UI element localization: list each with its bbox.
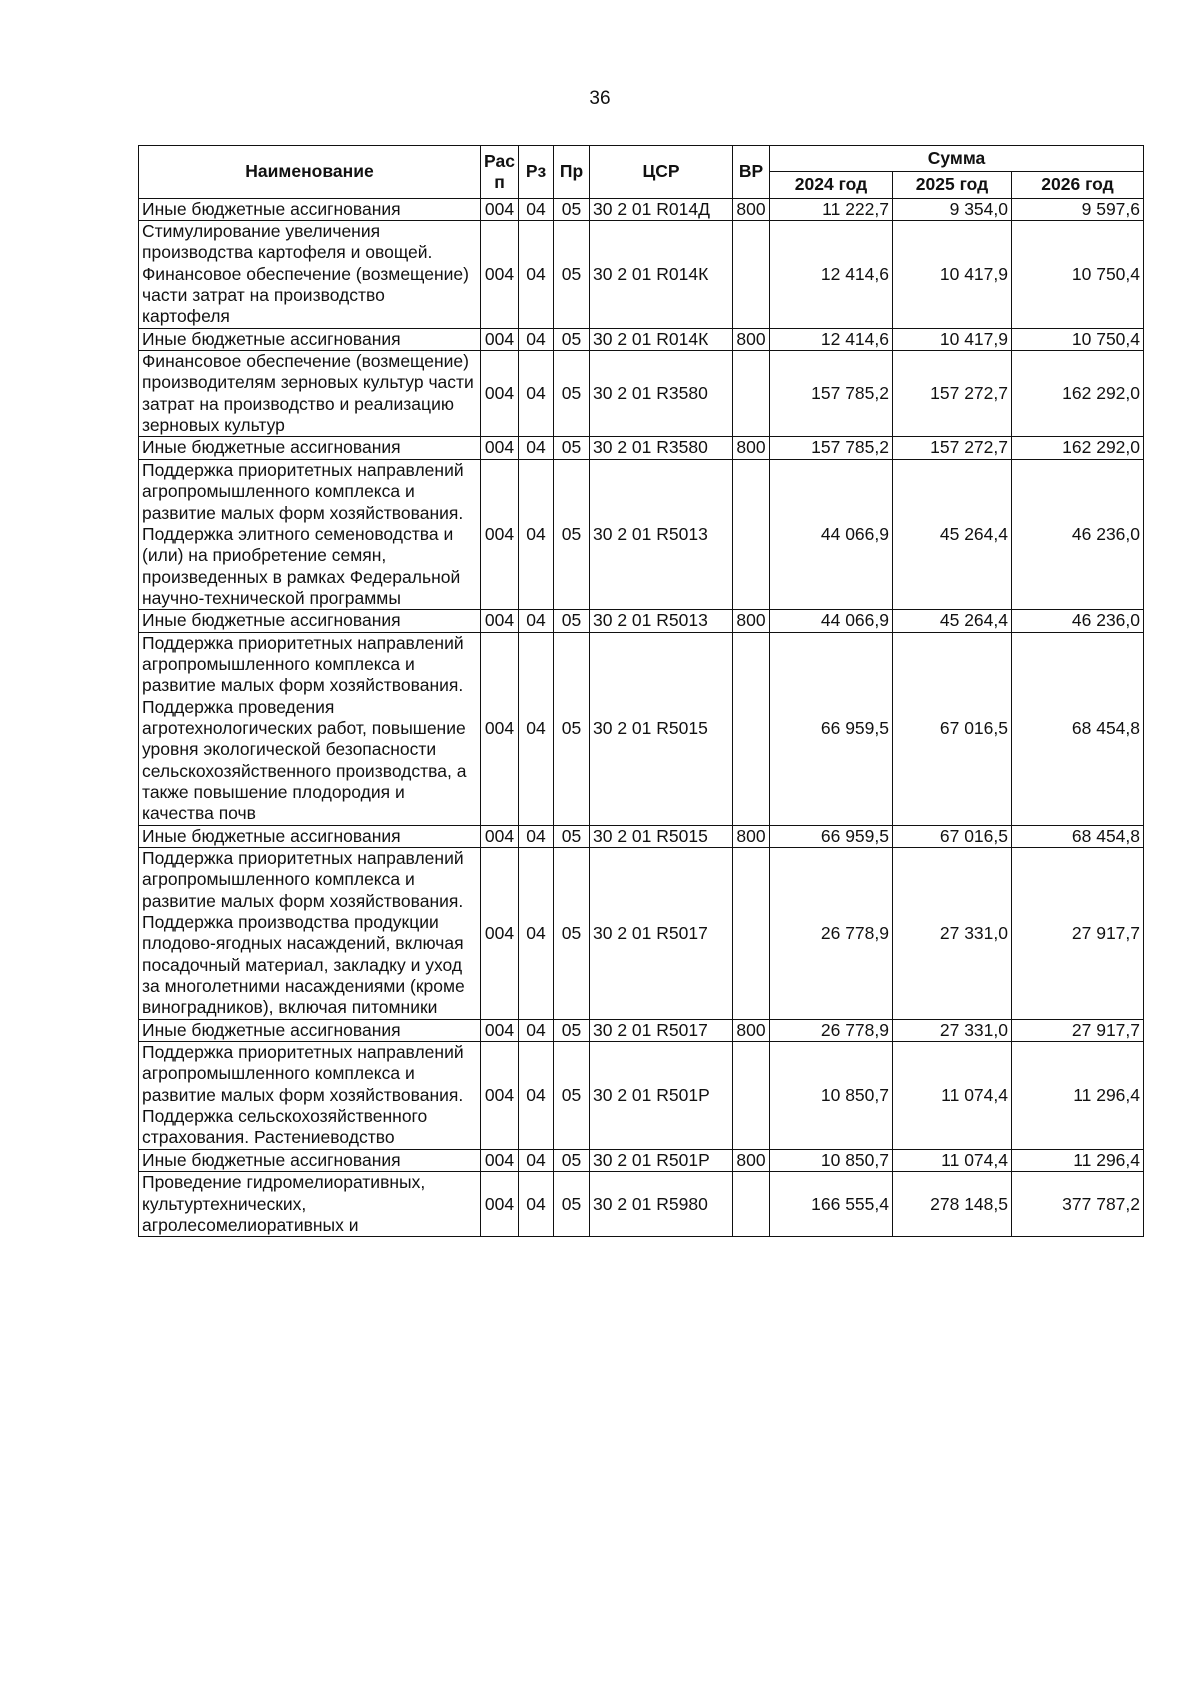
row-rasp: 004 — [481, 221, 519, 329]
row-amount-2026: 11 296,4 — [1012, 1149, 1144, 1171]
row-name: Финансовое обеспечение (возмещение) производителям зерновых культур части затрат на производство и реализацию зерновых культур — [139, 351, 481, 437]
row-name: Иные бюджетные ассигнования — [139, 1019, 481, 1041]
table-row — [139, 351, 1144, 437]
row-rz: 04 — [519, 1172, 554, 1237]
header-year-2026: 2026 год — [1012, 172, 1144, 198]
row-rasp: 004 — [481, 437, 519, 459]
row-csr: 30 2 01 R501Р — [590, 1149, 733, 1171]
row-rasp: 004 — [481, 1042, 519, 1150]
table-row — [139, 328, 1144, 350]
row-rasp: 004 — [481, 1019, 519, 1041]
row-csr: 30 2 01 R5015 — [590, 825, 733, 847]
row-pr: 05 — [554, 198, 590, 220]
row-name: Иные бюджетные ассигнования — [139, 825, 481, 847]
row-amount-2026: 377 787,2 — [1012, 1172, 1144, 1237]
row-rasp: 004 — [481, 848, 519, 1020]
table-row — [139, 1149, 1144, 1171]
row-pr: 05 — [554, 1019, 590, 1041]
page-number: 36 — [589, 88, 611, 109]
row-amount-2025: 157 272,7 — [893, 351, 1012, 437]
row-amount-2025: 45 264,4 — [893, 610, 1012, 632]
row-pr: 05 — [554, 632, 590, 825]
row-pr: 05 — [554, 221, 590, 329]
row-rz: 04 — [519, 825, 554, 847]
row-amount-2025: 67 016,5 — [893, 632, 1012, 825]
row-pr: 05 — [554, 1172, 590, 1237]
header-sum: Сумма — [770, 146, 1144, 172]
table-row — [139, 1042, 1144, 1150]
row-name: Поддержка приоритетных направлений агропромышленного комплекса и развитие малых форм хозяйствования. Поддержка производства продукции плодово-ягодных насаждений, включая посадочный материал, закладку и уход за многолетними насаждениями (кроме виноградников), включая питомники — [139, 848, 481, 1020]
row-rasp: 004 — [481, 198, 519, 220]
budget-table — [138, 145, 1144, 1237]
row-amount-2025: 11 074,4 — [893, 1042, 1012, 1150]
row-vr — [733, 632, 770, 825]
row-rasp: 004 — [481, 351, 519, 437]
row-name: Проведение гидромелиоративных, культуртехнических, агролесомелиоративных и — [139, 1172, 481, 1237]
row-pr: 05 — [554, 437, 590, 459]
row-rz: 04 — [519, 328, 554, 350]
row-csr: 30 2 01 R5017 — [590, 848, 733, 1020]
row-csr: 30 2 01 R5017 — [590, 1019, 733, 1041]
row-amount-2025: 45 264,4 — [893, 459, 1012, 609]
row-name: Поддержка приоритетных направлений агропромышленного комплекса и развитие малых форм хозяйствования. Поддержка элитного семеноводства и (или) на приобретение семян, произведенных в рамках Федеральной научно-технической программы — [139, 459, 481, 609]
row-amount-2026: 27 917,7 — [1012, 848, 1144, 1020]
row-vr — [733, 351, 770, 437]
row-amount-2024: 157 785,2 — [770, 351, 893, 437]
row-rz: 04 — [519, 632, 554, 825]
row-csr: 30 2 01 R014К — [590, 328, 733, 350]
row-vr: 800 — [733, 1019, 770, 1041]
row-amount-2024: 12 414,6 — [770, 328, 893, 350]
header-year-2024: 2024 год — [770, 172, 893, 198]
row-pr: 05 — [554, 610, 590, 632]
row-csr: 30 2 01 R3580 — [590, 351, 733, 437]
table-row — [139, 848, 1144, 1020]
row-name: Иные бюджетные ассигнования — [139, 198, 481, 220]
header-rz: Рз — [519, 146, 554, 199]
row-amount-2024: 157 785,2 — [770, 437, 893, 459]
row-rasp: 004 — [481, 459, 519, 609]
row-amount-2024: 44 066,9 — [770, 459, 893, 609]
row-amount-2024: 11 222,7 — [770, 198, 893, 220]
row-amount-2026: 10 750,4 — [1012, 221, 1144, 329]
row-vr: 800 — [733, 610, 770, 632]
row-pr: 05 — [554, 1149, 590, 1171]
row-amount-2026: 68 454,8 — [1012, 632, 1144, 825]
row-vr — [733, 459, 770, 609]
table-row — [139, 459, 1144, 609]
row-amount-2024: 66 959,5 — [770, 825, 893, 847]
row-name: Иные бюджетные ассигнования — [139, 1149, 481, 1171]
row-csr: 30 2 01 R5015 — [590, 632, 733, 825]
row-amount-2024: 26 778,9 — [770, 1019, 893, 1041]
row-rasp: 004 — [481, 825, 519, 847]
row-csr: 30 2 01 R3580 — [590, 437, 733, 459]
table-row — [139, 632, 1144, 825]
row-pr: 05 — [554, 351, 590, 437]
table-row — [139, 1172, 1144, 1237]
row-vr — [733, 848, 770, 1020]
row-amount-2025: 11 074,4 — [893, 1149, 1012, 1171]
row-rasp: 004 — [481, 1172, 519, 1237]
row-vr — [733, 221, 770, 329]
row-amount-2026: 27 917,7 — [1012, 1019, 1144, 1041]
row-name: Поддержка приоритетных направлений агропромышленного комплекса и развитие малых форм хозяйствования. Поддержка сельскохозяйственного страхования. Растениеводство — [139, 1042, 481, 1150]
row-name: Стимулирование увеличения производства картофеля и овощей. Финансовое обеспечение (возмещение) части затрат на производство картофеля — [139, 221, 481, 329]
row-amount-2026: 46 236,0 — [1012, 459, 1144, 609]
row-rz: 04 — [519, 198, 554, 220]
row-vr — [733, 1042, 770, 1150]
row-amount-2026: 11 296,4 — [1012, 1042, 1144, 1150]
table-row — [139, 221, 1144, 329]
table-row — [139, 198, 1144, 220]
row-rz: 04 — [519, 1042, 554, 1150]
row-csr: 30 2 01 R5013 — [590, 610, 733, 632]
row-amount-2024: 166 555,4 — [770, 1172, 893, 1237]
row-rasp: 004 — [481, 610, 519, 632]
table-header-row — [139, 146, 1144, 172]
row-name: Иные бюджетные ассигнования — [139, 437, 481, 459]
row-rasp: 004 — [481, 1149, 519, 1171]
row-vr: 800 — [733, 198, 770, 220]
row-amount-2026: 10 750,4 — [1012, 328, 1144, 350]
header-year-2025: 2025 год — [893, 172, 1012, 198]
row-amount-2026: 162 292,0 — [1012, 437, 1144, 459]
row-amount-2025: 10 417,9 — [893, 328, 1012, 350]
row-amount-2025: 27 331,0 — [893, 1019, 1012, 1041]
row-name: Иные бюджетные ассигнования — [139, 610, 481, 632]
row-pr: 05 — [554, 328, 590, 350]
row-pr: 05 — [554, 1042, 590, 1150]
table-row — [139, 825, 1144, 847]
row-name: Поддержка приоритетных направлений агропромышленного комплекса и развитие малых форм хозяйствования. Поддержка проведения агротехнологических работ, повышение уровня экологической безопасности сельскохозяйственного производства, а также повышение плодородия и качества почв — [139, 632, 481, 825]
header-rasp: Рас п — [481, 146, 519, 199]
row-amount-2024: 26 778,9 — [770, 848, 893, 1020]
row-rz: 04 — [519, 221, 554, 329]
row-csr: 30 2 01 R5980 — [590, 1172, 733, 1237]
row-pr: 05 — [554, 825, 590, 847]
header-name: Наименование — [139, 146, 481, 199]
row-vr: 800 — [733, 1149, 770, 1171]
row-rasp: 004 — [481, 632, 519, 825]
table-row — [139, 437, 1144, 459]
row-csr: 30 2 01 R501Р — [590, 1042, 733, 1150]
row-rz: 04 — [519, 351, 554, 437]
row-rz: 04 — [519, 848, 554, 1020]
row-amount-2025: 67 016,5 — [893, 825, 1012, 847]
row-amount-2025: 278 148,5 — [893, 1172, 1012, 1237]
row-vr: 800 — [733, 437, 770, 459]
row-amount-2026: 162 292,0 — [1012, 351, 1144, 437]
row-vr: 800 — [733, 825, 770, 847]
row-rz: 04 — [519, 1019, 554, 1041]
row-rz: 04 — [519, 610, 554, 632]
table-row — [139, 1019, 1144, 1041]
row-amount-2026: 68 454,8 — [1012, 825, 1144, 847]
row-amount-2024: 44 066,9 — [770, 610, 893, 632]
row-amount-2024: 12 414,6 — [770, 221, 893, 329]
row-vr — [733, 1172, 770, 1237]
row-name: Иные бюджетные ассигнования — [139, 328, 481, 350]
row-rz: 04 — [519, 459, 554, 609]
row-amount-2025: 10 417,9 — [893, 221, 1012, 329]
row-amount-2025: 157 272,7 — [893, 437, 1012, 459]
row-amount-2024: 66 959,5 — [770, 632, 893, 825]
header-vr: ВР — [733, 146, 770, 199]
row-rz: 04 — [519, 437, 554, 459]
row-csr: 30 2 01 R014К — [590, 221, 733, 329]
row-amount-2025: 9 354,0 — [893, 198, 1012, 220]
table-row — [139, 610, 1144, 632]
row-amount-2026: 9 597,6 — [1012, 198, 1144, 220]
row-vr: 800 — [733, 328, 770, 350]
row-amount-2026: 46 236,0 — [1012, 610, 1144, 632]
header-csr: ЦСР — [590, 146, 733, 199]
row-pr: 05 — [554, 848, 590, 1020]
row-amount-2025: 27 331,0 — [893, 848, 1012, 1020]
row-csr: 30 2 01 R014Д — [590, 198, 733, 220]
row-pr: 05 — [554, 459, 590, 609]
row-rz: 04 — [519, 1149, 554, 1171]
row-rasp: 004 — [481, 328, 519, 350]
header-pr: Пр — [554, 146, 590, 199]
row-amount-2024: 10 850,7 — [770, 1042, 893, 1150]
row-csr: 30 2 01 R5013 — [590, 459, 733, 609]
row-amount-2024: 10 850,7 — [770, 1149, 893, 1171]
table-body — [139, 198, 1144, 1237]
